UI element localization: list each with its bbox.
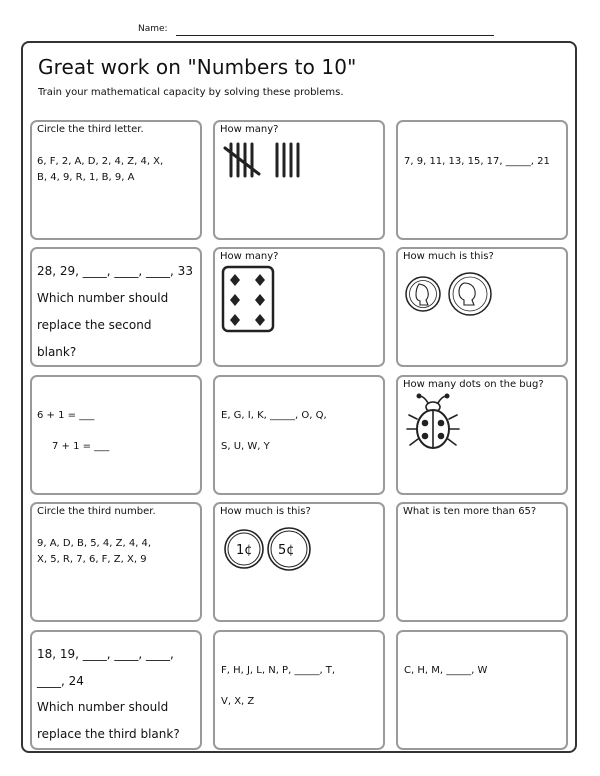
card-question: Circle the third letter. (37, 124, 144, 135)
letters-line-1: E, G, I, K, _____, O, Q, (221, 410, 327, 421)
question-line: blank? (37, 345, 77, 359)
card-third-number (30, 502, 202, 622)
coin-2-label: 5¢ (278, 543, 295, 558)
card-bug-dots (396, 375, 568, 495)
question-line: replace the second (37, 318, 152, 332)
card-question: How much is this? (403, 251, 494, 262)
letters-line-2: S, U, W, Y (221, 441, 270, 452)
sequence-text: C, H, M, _____, W (404, 665, 488, 676)
card-sequence-odd (396, 120, 568, 240)
sequence-text: 18, 19, ____, ____, ____, (37, 647, 174, 661)
items-line-2: X, 5, R, 7, 6, F, Z, X, 9 (37, 554, 147, 565)
question-line: Which number should (37, 700, 169, 714)
card-question: How much is this? (220, 506, 311, 517)
card-letter-pattern (396, 630, 568, 750)
tally-marks-icon (223, 140, 323, 190)
card-question: How many? (220, 124, 279, 135)
card-third-letter (30, 120, 202, 240)
card-addition (30, 375, 202, 495)
letters-line-1: F, H, J, L, N, P, _____, T, (221, 665, 336, 676)
sequence-text: 28, 29, ____, ____, ____, 33 (37, 264, 193, 278)
name-field[interactable] (176, 35, 494, 36)
card-playing-card (213, 247, 385, 367)
card-question: How many dots on the bug? (403, 379, 544, 390)
playing-card-icon (221, 265, 281, 335)
coin-1-label: 1¢ (236, 543, 253, 558)
page-subtitle: Train your mathematical capacity by solving these problems. (38, 87, 344, 98)
letters-line-2: V, X, Z (221, 696, 255, 707)
sequence-text: 7, 9, 11, 13, 15, 17, _____, 21 (404, 156, 550, 167)
page-title: Great work on "Numbers to 10" (38, 55, 357, 79)
letters-line-2: B, 4, 9, R, 1, B, 9, A (37, 172, 135, 183)
card-tally (213, 120, 385, 240)
penny-icon (405, 275, 445, 315)
card-ten-more (396, 502, 568, 622)
card-blank-sequence-24 (30, 630, 202, 750)
card-question: How many? (220, 251, 279, 262)
question-line: replace the third blank? (37, 727, 180, 741)
nickel-icon (448, 272, 494, 318)
card-letter-sequence (213, 375, 385, 495)
card-blank-sequence-33 (30, 247, 202, 367)
card-letter-skip (213, 630, 385, 750)
equation-2: 7 + 1 = ___ (52, 441, 110, 452)
items-line-1: 9, A, D, B, 5, 4, Z, 4, 4, (37, 538, 152, 549)
equation-1: 6 + 1 = ___ (37, 410, 95, 421)
card-coin-labels (213, 502, 385, 622)
name-label: Name: (138, 24, 168, 34)
letters-line-1: 6, F, 2, A, D, 2, 4, Z, 4, X, (37, 156, 164, 167)
card-question: Circle the third number. (37, 506, 156, 517)
ladybug-icon (404, 391, 464, 455)
question-line: Which number should (37, 291, 169, 305)
card-coins-value (396, 247, 568, 367)
card-question: What is ten more than 65? (403, 506, 537, 517)
sequence-text: ____, 24 (37, 674, 84, 688)
